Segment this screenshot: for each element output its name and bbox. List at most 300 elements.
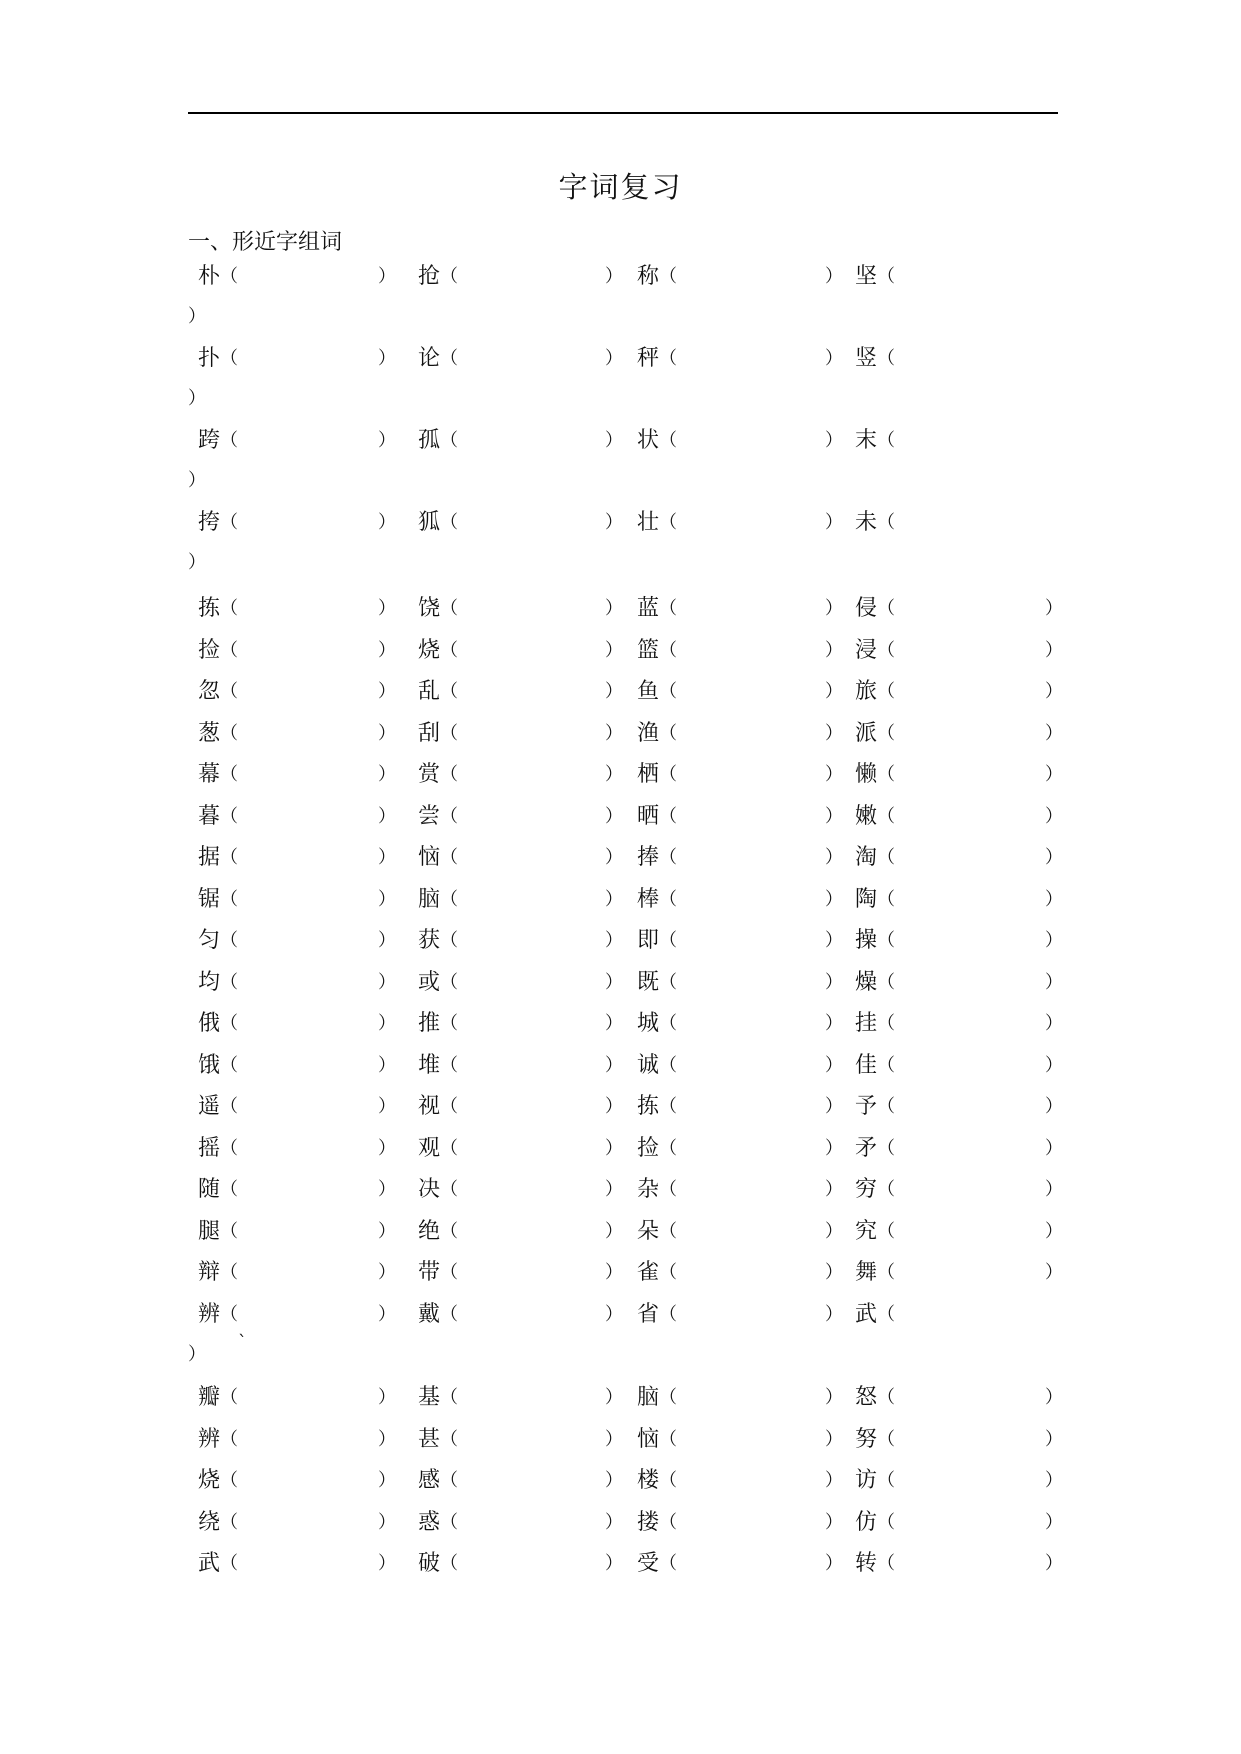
target-character: 忽: [198, 679, 221, 704]
target-character: 鱼: [637, 679, 660, 704]
answer-blank-open: （: [220, 930, 238, 951]
target-character: 秤: [637, 346, 660, 371]
target-character: 烧: [418, 637, 441, 663]
target-character: 惑: [418, 1509, 441, 1535]
answer-blank-open: （: [440, 930, 458, 951]
answer-blank-open: （: [440, 1096, 458, 1117]
answer-blank-close: ）: [605, 971, 623, 993]
answer-blank-close: ）: [605, 1387, 623, 1408]
target-character: 遥: [198, 1094, 221, 1119]
answer-blank-open: （: [220, 1262, 238, 1283]
answer-blank-open: （: [220, 805, 238, 827]
answer-blank-open: （: [440, 512, 458, 533]
answer-blank-open: （: [659, 930, 677, 951]
target-character: 壮: [637, 510, 660, 535]
target-character: 瓣: [198, 1385, 221, 1410]
answer-blank-open: （: [877, 1387, 895, 1408]
target-character: 楼: [637, 1468, 660, 1493]
target-character: 观: [418, 1135, 441, 1161]
target-character: 赏: [418, 762, 441, 787]
target-character: 访: [855, 1468, 878, 1493]
answer-blank-close: ）: [1045, 1387, 1063, 1408]
answer-blank-open: （: [220, 764, 238, 785]
answer-blank-open: （: [440, 1137, 458, 1159]
answer-blank-open: （: [659, 805, 677, 827]
answer-blank-open: （: [220, 1470, 238, 1491]
target-character: 论: [418, 346, 441, 371]
target-character: 城: [637, 1011, 660, 1036]
answer-blank-close: ）: [825, 1387, 843, 1408]
answer-blank-close: ）: [605, 430, 623, 451]
answer-blank-close: ）: [1045, 598, 1063, 619]
answer-blank-close: ）: [378, 512, 396, 533]
answer-blank-open: （: [220, 888, 238, 910]
answer-blank-open: （: [659, 1511, 677, 1533]
answer-blank-close: ）: [378, 681, 396, 702]
target-character: 拣: [198, 596, 221, 621]
answer-blank-open: （: [440, 1553, 458, 1574]
answer-blank-close: ）: [1045, 764, 1063, 785]
answer-blank-close: ）: [825, 1096, 843, 1117]
answer-blank-close: ）: [1045, 639, 1063, 661]
target-character: 辨: [198, 1426, 221, 1452]
answer-blank-close: ）: [605, 1220, 623, 1242]
answer-blank-open: （: [877, 1179, 895, 1200]
answer-blank-open: （: [220, 1013, 238, 1034]
answer-blank-open: （: [877, 805, 895, 827]
answer-blank-close: ）: [605, 722, 623, 744]
answer-blank-close: ）: [1045, 847, 1063, 868]
answer-blank-open: （: [220, 1304, 238, 1325]
target-character: 抢: [418, 264, 441, 289]
answer-blank-close: ）: [605, 1553, 623, 1574]
answer-blank-open: （: [220, 266, 238, 287]
answer-blank-close: ）: [605, 1470, 623, 1491]
target-character: 挎: [198, 510, 221, 535]
target-character: 仿: [855, 1509, 878, 1535]
answer-blank-open: （: [877, 512, 895, 533]
answer-blank-open: （: [220, 681, 238, 702]
answer-blank-open: （: [659, 764, 677, 785]
answer-blank-close: ）: [378, 1013, 396, 1034]
target-character: 侵: [855, 596, 878, 621]
answer-blank-open: （: [659, 1387, 677, 1408]
answer-blank-open: （: [877, 1137, 895, 1159]
target-character: 扑: [198, 346, 221, 371]
answer-blank-open: （: [877, 1054, 895, 1076]
target-character: 或: [418, 969, 441, 995]
answer-blank-open: （: [877, 266, 895, 287]
answer-blank-open: （: [220, 1428, 238, 1450]
answer-blank-close: ）: [378, 266, 396, 287]
answer-blank-open: （: [220, 1137, 238, 1159]
answer-blank-open: （: [440, 681, 458, 702]
answer-blank-open: （: [877, 1470, 895, 1491]
target-character: 旅: [855, 679, 878, 704]
target-character: 佳: [855, 1052, 878, 1078]
target-character: 乱: [418, 679, 441, 704]
answer-blank-open: （: [659, 1553, 677, 1574]
target-character: 基: [418, 1385, 441, 1410]
answer-blank-open: （: [659, 1013, 677, 1034]
answer-blank-close: ）: [1045, 1137, 1063, 1159]
target-character: 辨: [198, 1302, 221, 1327]
answer-blank-open: （: [877, 681, 895, 702]
answer-blank-open: （: [659, 430, 677, 451]
answer-blank-open: （: [440, 1511, 458, 1533]
target-character: 燥: [855, 969, 878, 995]
target-character: 孤: [418, 428, 441, 453]
target-character: 狐: [418, 510, 441, 535]
target-character: 矛: [855, 1135, 878, 1161]
target-character: 葱: [198, 720, 221, 746]
target-character: 究: [855, 1218, 878, 1244]
answer-blank-open: （: [659, 1428, 677, 1450]
answer-blank-open: （: [440, 764, 458, 785]
answer-blank-open: （: [659, 722, 677, 744]
target-character: 努: [855, 1426, 878, 1452]
answer-blank-close: ）: [825, 430, 843, 451]
answer-blank-open: （: [877, 1096, 895, 1117]
answer-blank-close: ）: [605, 1304, 623, 1325]
answer-blank-close: ）: [825, 888, 843, 910]
answer-blank-close: ）: [1045, 1428, 1063, 1450]
target-character: 杂: [637, 1177, 660, 1202]
target-character: 未: [855, 510, 878, 535]
target-character: 转: [855, 1551, 878, 1576]
answer-blank-open: （: [440, 1220, 458, 1242]
target-character: 戴: [418, 1302, 441, 1327]
answer-blank-open: （: [220, 598, 238, 619]
answer-blank-open: （: [220, 1096, 238, 1117]
target-character: 舞: [855, 1260, 878, 1285]
answer-blank-close: ）: [378, 348, 396, 369]
answer-blank-open: （: [877, 722, 895, 744]
target-character: 挂: [855, 1011, 878, 1036]
target-character: 匀: [198, 928, 221, 953]
answer-blank-open: （: [659, 888, 677, 910]
answer-blank-close: ）: [825, 1262, 843, 1283]
answer-blank-open: （: [877, 1013, 895, 1034]
target-character: 受: [637, 1551, 660, 1576]
answer-blank-close: ）: [378, 1553, 396, 1574]
answer-blank-close: ）: [1045, 1511, 1063, 1533]
answer-blank-open: （: [659, 1304, 677, 1325]
answer-blank-open: （: [659, 1470, 677, 1491]
answer-blank-close: ）: [605, 512, 623, 533]
answer-blank-open: （: [877, 598, 895, 619]
target-character: 捡: [198, 637, 221, 663]
answer-blank-open: （: [659, 681, 677, 702]
answer-blank-close: ）: [825, 1054, 843, 1076]
target-character: 俄: [198, 1011, 221, 1036]
answer-blank-close: ）: [605, 1013, 623, 1034]
answer-blank-open: （: [440, 639, 458, 661]
answer-blank-open: （: [877, 888, 895, 910]
answer-blank-open: （: [440, 266, 458, 287]
answer-blank-close: ）: [1045, 1262, 1063, 1283]
answer-blank-open: （: [659, 1220, 677, 1242]
answer-blank-close: ）: [605, 1262, 623, 1283]
answer-blank-close: ）: [825, 1553, 843, 1574]
answer-blank-close-wrapped: ）: [188, 1344, 206, 1365]
target-character: 刮: [418, 720, 441, 746]
answer-blank-open: （: [877, 430, 895, 451]
answer-blank-open: （: [659, 512, 677, 533]
target-character: 穷: [855, 1177, 878, 1202]
answer-blank-close: ）: [825, 266, 843, 287]
answer-blank-open: （: [220, 1553, 238, 1574]
target-character: 据: [198, 845, 221, 870]
target-character: 懒: [855, 762, 878, 787]
answer-blank-open: （: [440, 1179, 458, 1200]
target-character: 均: [198, 969, 221, 995]
target-character: 末: [855, 428, 878, 453]
target-character: 饿: [198, 1052, 221, 1078]
answer-blank-open: （: [659, 1096, 677, 1117]
answer-blank-open: （: [659, 1262, 677, 1283]
target-character: 跨: [198, 428, 221, 453]
target-character: 恼: [637, 1426, 660, 1452]
target-character: 绝: [418, 1218, 441, 1244]
answer-blank-open: （: [877, 1553, 895, 1574]
answer-blank-close: ）: [378, 639, 396, 661]
answer-blank-close: ）: [378, 430, 396, 451]
answer-blank-close: ）: [1045, 1220, 1063, 1242]
answer-blank-open: （: [440, 1304, 458, 1325]
section-heading: 一、形近字组词: [188, 230, 343, 255]
answer-blank-open: （: [220, 1054, 238, 1076]
answer-blank-open: （: [659, 1179, 677, 1200]
target-character: 即: [637, 928, 660, 953]
answer-blank-close: ）: [605, 805, 623, 827]
answer-blank-open: （: [220, 971, 238, 993]
target-character: 诚: [637, 1052, 660, 1078]
answer-blank-close: ）: [378, 971, 396, 993]
answer-blank-close: ）: [378, 1428, 396, 1450]
target-character: 辩: [198, 1260, 221, 1285]
target-character: 腿: [198, 1218, 221, 1244]
answer-blank-open: （: [220, 430, 238, 451]
answer-blank-open: （: [440, 1013, 458, 1034]
target-character: 感: [418, 1468, 441, 1493]
answer-blank-open: （: [659, 1054, 677, 1076]
target-character: 晒: [637, 803, 660, 829]
answer-blank-open: （: [659, 266, 677, 287]
target-character: 恼: [418, 845, 441, 870]
answer-blank-close: ）: [378, 1220, 396, 1242]
answer-blank-close: ）: [378, 1179, 396, 1200]
page-title: 字词复习: [558, 170, 683, 204]
answer-blank-close: ）: [825, 1304, 843, 1325]
answer-blank-close: ）: [605, 266, 623, 287]
answer-blank-close: ）: [605, 1511, 623, 1533]
answer-blank-close: ）: [825, 512, 843, 533]
target-character: 坚: [855, 264, 878, 289]
target-character: 浸: [855, 637, 878, 663]
target-character: 堆: [418, 1052, 441, 1078]
answer-blank-close: ）: [1045, 722, 1063, 744]
target-character: 暮: [198, 803, 221, 829]
answer-blank-close: ）: [605, 888, 623, 910]
answer-blank-close: ）: [1045, 1096, 1063, 1117]
answer-blank-close: ）: [825, 1179, 843, 1200]
answer-blank-close: ）: [825, 598, 843, 619]
target-character: 决: [418, 1177, 441, 1202]
answer-blank-open: （: [220, 348, 238, 369]
target-character: 淘: [855, 845, 878, 870]
answer-blank-open: （: [440, 430, 458, 451]
target-character: 雀: [637, 1260, 660, 1285]
answer-blank-close: ）: [378, 1054, 396, 1076]
answer-blank-open: （: [877, 847, 895, 868]
target-character: 烧: [198, 1468, 221, 1493]
answer-blank-close: ）: [378, 1387, 396, 1408]
answer-blank-close: ）: [378, 1511, 396, 1533]
answer-blank-close: ）: [825, 764, 843, 785]
target-character: 脑: [418, 886, 441, 912]
answer-blank-close: ）: [605, 1179, 623, 1200]
target-character: 拣: [637, 1094, 660, 1119]
answer-blank-close: ）: [378, 847, 396, 868]
answer-blank-close: ）: [378, 888, 396, 910]
answer-blank-close: ）: [825, 722, 843, 744]
answer-blank-open: （: [220, 1511, 238, 1533]
answer-blank-close: ）: [825, 1511, 843, 1533]
answer-blank-open: （: [440, 888, 458, 910]
answer-blank-open: （: [877, 639, 895, 661]
answer-blank-close: ）: [378, 764, 396, 785]
answer-blank-close: ）: [605, 348, 623, 369]
answer-blank-open: （: [440, 1470, 458, 1491]
answer-blank-open: （: [440, 805, 458, 827]
target-character: 操: [855, 928, 878, 953]
target-character: 尝: [418, 803, 441, 829]
answer-blank-open: （: [440, 598, 458, 619]
target-character: 渔: [637, 720, 660, 746]
answer-blank-close: ）: [378, 805, 396, 827]
target-character: 嫩: [855, 803, 878, 829]
answer-blank-close: ）: [1045, 930, 1063, 951]
answer-blank-close: ）: [1045, 888, 1063, 910]
target-character: 捡: [637, 1135, 660, 1161]
answer-blank-open: （: [659, 1137, 677, 1159]
answer-blank-open: （: [220, 847, 238, 868]
answer-blank-open: （: [877, 930, 895, 951]
answer-blank-close: ）: [378, 1262, 396, 1283]
target-character: 予: [855, 1094, 878, 1119]
target-character: 视: [418, 1094, 441, 1119]
target-character: 省: [637, 1302, 660, 1327]
answer-blank-open: （: [659, 598, 677, 619]
answer-blank-close-wrapped: ）: [188, 306, 206, 327]
target-character: 推: [418, 1011, 441, 1036]
answer-blank-open: （: [659, 971, 677, 993]
answer-blank-close: ）: [825, 1137, 843, 1159]
answer-blank-open: （: [440, 1387, 458, 1408]
answer-blank-close: ）: [605, 681, 623, 702]
answer-blank-open: （: [440, 348, 458, 369]
answer-blank-close: ）: [825, 930, 843, 951]
target-character: 脑: [637, 1385, 660, 1410]
answer-blank-open: （: [440, 1262, 458, 1283]
answer-blank-open: （: [877, 1511, 895, 1533]
answer-blank-close: ）: [378, 722, 396, 744]
target-character: 棒: [637, 886, 660, 912]
target-character: 怒: [855, 1385, 878, 1410]
stray-mark: `: [238, 1332, 247, 1353]
answer-blank-close: ）: [825, 1013, 843, 1034]
answer-blank-close: ）: [378, 1470, 396, 1491]
target-character: 朴: [198, 264, 221, 289]
answer-blank-close: ）: [605, 639, 623, 661]
answer-blank-close: ）: [378, 598, 396, 619]
answer-blank-open: （: [659, 639, 677, 661]
target-character: 蓝: [637, 596, 660, 621]
answer-blank-open: （: [877, 348, 895, 369]
answer-blank-open: （: [220, 1387, 238, 1408]
target-character: 随: [198, 1177, 221, 1202]
target-character: 篮: [637, 637, 660, 663]
answer-blank-close: ）: [378, 1137, 396, 1159]
answer-blank-close: ）: [825, 1470, 843, 1491]
answer-blank-close: ）: [825, 1220, 843, 1242]
target-character: 状: [637, 428, 660, 453]
answer-blank-open: （: [659, 348, 677, 369]
answer-blank-close: ）: [605, 1096, 623, 1117]
answer-blank-open: （: [440, 847, 458, 868]
target-character: 朵: [637, 1218, 660, 1244]
answer-blank-close: ）: [1045, 1054, 1063, 1076]
answer-blank-open: （: [220, 1220, 238, 1242]
answer-blank-close: ）: [605, 764, 623, 785]
target-character: 既: [637, 969, 660, 995]
answer-blank-open: （: [440, 971, 458, 993]
answer-blank-close: ）: [825, 639, 843, 661]
header-rule: [188, 112, 1058, 114]
answer-blank-close: ）: [1045, 1470, 1063, 1491]
answer-blank-close: ）: [605, 1428, 623, 1450]
target-character: 甚: [418, 1426, 441, 1452]
answer-blank-close: ）: [605, 598, 623, 619]
answer-blank-close: ）: [1045, 971, 1063, 993]
answer-blank-close: ）: [825, 971, 843, 993]
answer-blank-open: （: [877, 1428, 895, 1450]
target-character: 武: [198, 1551, 221, 1576]
target-character: 捧: [637, 845, 660, 870]
answer-blank-close: ）: [1045, 1553, 1063, 1574]
answer-blank-close: ）: [605, 930, 623, 951]
target-character: 摇: [198, 1135, 221, 1161]
answer-blank-close-wrapped: ）: [188, 470, 206, 491]
answer-blank-open: （: [220, 1179, 238, 1200]
target-character: 饶: [418, 596, 441, 621]
answer-blank-open: （: [877, 764, 895, 785]
target-character: 竖: [855, 346, 878, 371]
target-character: 称: [637, 264, 660, 289]
target-character: 搂: [637, 1509, 660, 1535]
answer-blank-close: ）: [1045, 805, 1063, 827]
target-character: 带: [418, 1260, 441, 1285]
answer-blank-open: （: [877, 1262, 895, 1283]
answer-blank-close: ）: [605, 1137, 623, 1159]
target-character: 陶: [855, 886, 878, 912]
answer-blank-close: ）: [605, 847, 623, 868]
answer-blank-close: ）: [825, 1428, 843, 1450]
answer-blank-close: ）: [378, 1304, 396, 1325]
answer-blank-close-wrapped: ）: [188, 552, 206, 573]
answer-blank-open: （: [877, 971, 895, 993]
